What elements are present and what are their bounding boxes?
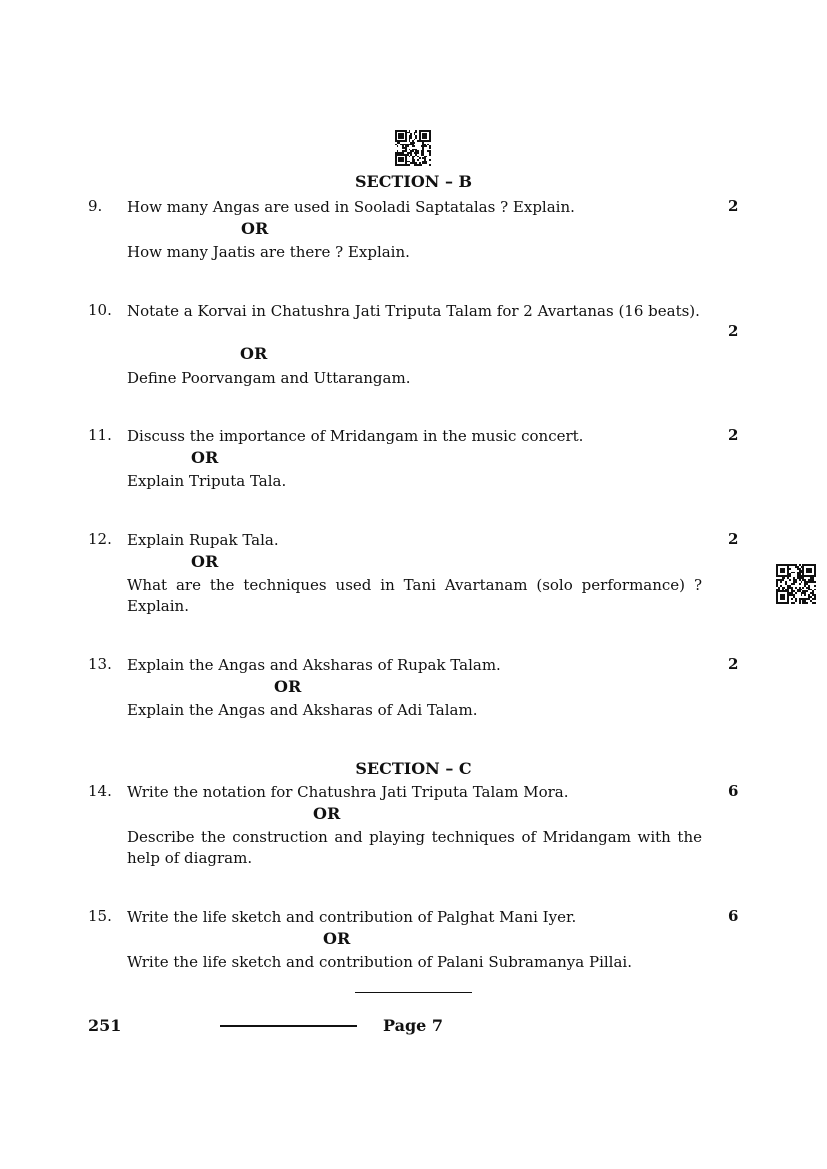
page-number: Page 7: [383, 1016, 444, 1035]
question-number: 9.: [88, 197, 103, 215]
question-number: 14.: [88, 782, 112, 800]
section-c-title: SECTION – C: [355, 759, 472, 778]
alternative-text: Explain the Angas and Aksharas of Adi Talam.: [127, 701, 478, 719]
footer-rule: [220, 1025, 357, 1027]
section-b-title: SECTION – B: [354, 172, 473, 191]
alternative-text: Write the life sketch and contribution of Palani Subramanya Pillai.: [127, 953, 632, 971]
or-label: OR: [323, 929, 351, 948]
question-text: Explain Rupak Tala.: [127, 531, 279, 549]
or-label: OR: [191, 552, 219, 571]
question-marks: 2: [728, 655, 739, 673]
question-number: 11.: [88, 426, 112, 444]
question-number: 13.: [88, 655, 112, 673]
qr-module: [814, 602, 816, 604]
question-marks: 6: [728, 907, 739, 925]
qr-code-top: [395, 130, 431, 166]
question-text: Notate a Korvai in Chatushra Jati Triputa Talam for 2 Avartanas (16 beats).: [127, 302, 700, 320]
alternative-text: Define Poorvangam and Uttarangam.: [127, 369, 411, 387]
qr-module: [429, 164, 431, 166]
qr-code-side: [776, 564, 816, 604]
question-text: How many Angas are used in Sooladi Saptatalas ? Explain.: [127, 198, 575, 216]
question-number: 12.: [88, 530, 112, 548]
or-label: OR: [313, 804, 341, 823]
question-text: Discuss the importance of Mridangam in the music concert.: [127, 427, 584, 445]
question-marks: 2: [728, 197, 739, 215]
question-text: Write the notation for Chatushra Jati Triputa Talam Mora.: [127, 783, 569, 801]
paper-code: 251: [88, 1016, 122, 1035]
end-divider: [355, 992, 472, 993]
alternative-text: Explain Triputa Tala.: [127, 472, 287, 490]
or-label: OR: [241, 219, 269, 238]
question-number: 15.: [88, 907, 112, 925]
alternative-text: How many Jaatis are there ? Explain.: [127, 243, 410, 261]
or-label: OR: [274, 677, 302, 696]
alternative-text: Describe the construction and playing techniques of Mridangam with the help of diagram.: [127, 828, 702, 867]
question-marks: 2: [728, 530, 739, 548]
or-label: OR: [240, 344, 268, 363]
alternative-text: What are the techniques used in Tani Avartanam (solo performance) ? Explain.: [127, 576, 702, 615]
question-text: Write the life sketch and contribution of Palghat Mani Iyer.: [127, 908, 577, 926]
question-number: 10.: [88, 301, 112, 319]
question-marks: 6: [728, 782, 739, 800]
or-label: OR: [191, 448, 219, 467]
question-marks: 2: [728, 322, 739, 340]
question-marks: 2: [728, 426, 739, 444]
question-text: Explain the Angas and Aksharas of Rupak Talam.: [127, 656, 501, 674]
